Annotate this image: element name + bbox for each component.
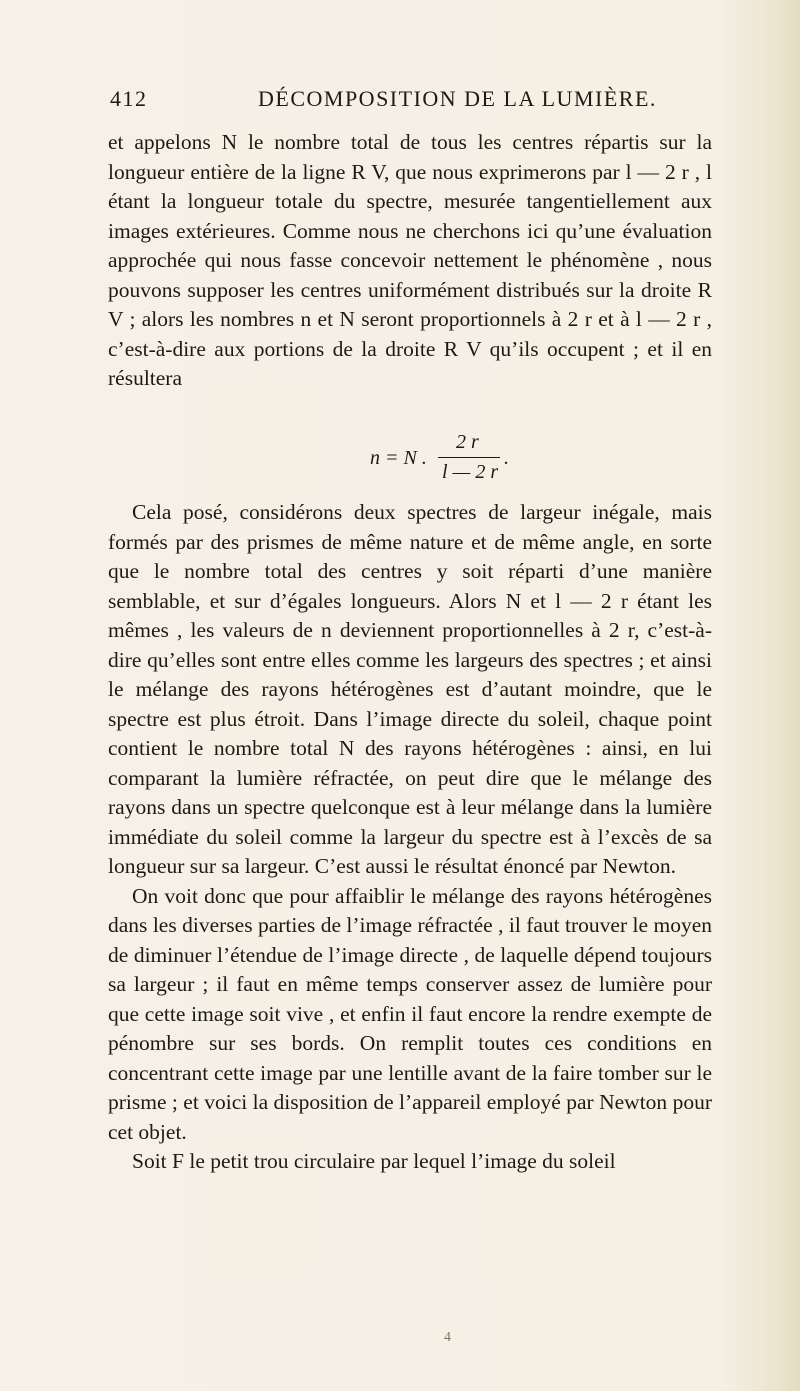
- formula-lhs: n = N .: [370, 447, 427, 469]
- paragraph-intro: et appelons N le nombre total de tous les centres répartis sur la longueur entière de la ligne R V, que nous exprimerons par l — 2 r , l étant la longueur totale du spectre, mesurée tangentiellement aux images extérieures. Comme nous ne cherchons ici qu’une évaluation approchée qui nous fasse concevoir nettement le phénomène , nous pouvons supposer les centres uniformément distribués sur la droite R V ; alors les nombres n et N seront proportionnels à 2 r et à l — 2 r , c’est-à-dire aux portions de la droite R V qu’ils occupent ; et il en résultera: [108, 130, 712, 390]
- running-title: DÉCOMPOSITION DE LA LUMIÈRE.: [258, 86, 657, 111]
- text-block-top: [108, 128, 712, 394]
- paragraph-melange: On voit donc que pour affaiblir le mélange des rayons hétérogènes dans les diverses parties de l’image réfractée , il faut trouver le moyen de diminuer l’étendue de l’image directe , de laquelle dépend toujours sa largeur ; il faut en même temps conserver assez de lumière pour que cette image soit vive , et enfin il faut encore la rendre exempte de pénombre sur ses bords. On remplit toutes ces conditions en concentrant cette image par une lentille avant de la faire tomber sur le prisme ; et voici la disposition de l’appareil employé par Newton pour cet objet.: [108, 883, 712, 1144]
- formula: [370, 431, 630, 489]
- fraction-bar: [438, 457, 500, 458]
- page-number: 412: [110, 86, 148, 111]
- footer-mark: 4: [444, 1330, 451, 1345]
- formula-period: .: [504, 447, 509, 469]
- formula-numerator: 2 r: [456, 431, 479, 453]
- running-header: [110, 86, 710, 116]
- paragraph-trou: Soit F le petit trou circulaire par lequel l’image du soleil: [132, 1149, 616, 1173]
- text-block-main: [108, 498, 712, 1177]
- paragraph-spectres: Cela posé, considérons deux spectres de largeur inégale, mais formés par des prismes de même nature et de même angle, en sorte que le nombre total des centres y soit réparti d’une manière semblable, et sur d’égales longueurs. Alors N et l — 2 r étant les mêmes , les valeurs de n deviennent proportionnelles à 2 r, c’est-à-dire qu’elles sont entre elles comme les largeurs des spectres ; et ainsi le mélange des rayons hétérogènes est d’autant moindre, que le spectre est plus étroit. Dans l’image directe du soleil, chaque point contient le nombre total N des rayons hétérogènes : ainsi, en lui comparant la lumière réfractée, on peut dire que le mélange des rayons dans un spectre quelconque est à leur mélange dans la lumière immédiate du soleil comme la largeur du spectre est à l’excès de sa longueur sur sa largeur. C’est aussi le résultat énoncé par Newton.: [108, 500, 712, 878]
- formula-denominator: l — 2 r: [442, 461, 499, 483]
